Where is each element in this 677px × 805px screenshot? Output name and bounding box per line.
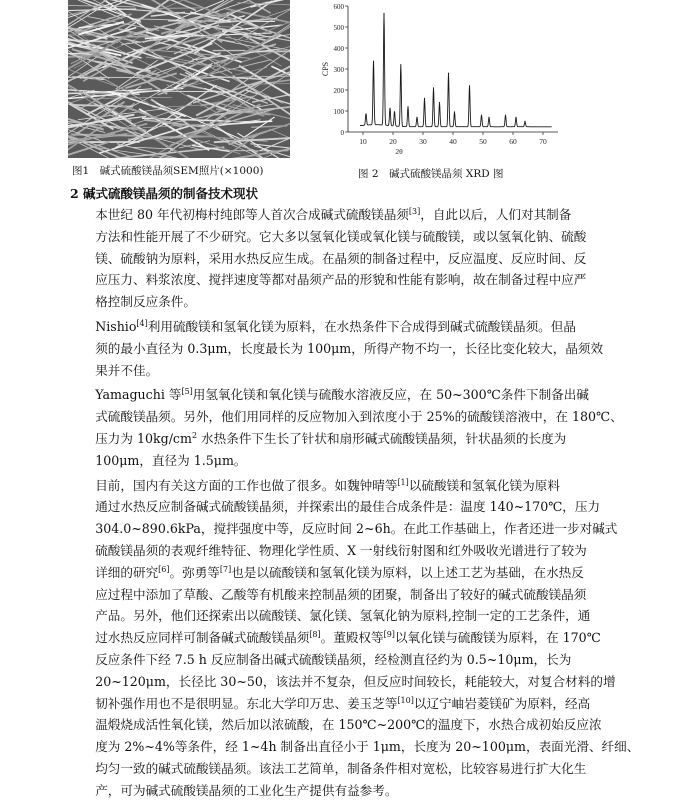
text-run: 格控制反应条件。 [95,294,196,309]
text-run: 以氧化镁与硫酸镁为原料，在 170℃ [395,630,601,645]
text-run: 韧补强作用也不是很明显。东北大学印万忠、姜玉芝等 [95,696,397,711]
y-axis-label: CPS [321,62,330,76]
x-tick-label: 70 [539,137,547,146]
text-run: 镁、硫酸钠为原料，采用水热反应生成。在晶须的制备过程中，反应温度、反应时间、反 [95,251,586,266]
y-tick-label: 400 [334,45,345,53]
text-run: 产品。另外，他们还探索出以硫酸镁、氯化镁、氢氧化钠为原料,控制一定的工艺条件，通 [95,608,590,623]
xrd-peak-point [505,115,506,116]
xrd-peak-point [400,64,401,65]
text-run: 目前，国内有关这方面的工作也做了很多。如魏钟晴等 [95,478,397,493]
text-line [70,406,618,428]
xrd-peak-point [407,106,408,107]
text-line [70,291,618,313]
text-run: 度为 2%~4%等条件，经 1~4h 制备出直径小于 1μm，长度为 20~100μm，表面光滑、纤细、 [95,739,639,754]
text-line [70,693,618,715]
xrd-peak-point [373,62,374,63]
x-tick-label: 50 [479,137,487,146]
citation-reference: [3] [409,207,420,216]
text-run: 详细的研究 [95,565,158,580]
x-tick-label: 40 [449,137,457,146]
text-run: 硫酸镁晶须的表观纤维特征、物理化学性质、X 一射线衍射图和红外吸收光谱进行了较为 [95,543,587,558]
x-tick-label: 10 [359,137,367,146]
text-line [70,714,618,736]
xrd-peak-point [524,121,525,122]
citation-reference: [10] [397,695,413,704]
text-line [70,338,618,360]
text-run: 通过水热反应制备碱式硫酸镁晶须，并探索出的最佳合成条件是：温度 140~170℃，压力 [95,499,600,514]
text-line [70,736,618,758]
text-line [70,360,618,382]
text-run: 方法和性能开展了不少研究。它大多以氢氧化镁或氧化镁与硫酸镁，或以氢氧化钠、硫酸 [95,229,586,244]
text-line [70,540,618,562]
y-tick-label: 100 [334,108,345,116]
text-line [70,204,618,226]
xrd-peak-point [488,117,489,118]
text-run: 果并不佳。 [95,363,158,378]
y-tick-label: 500 [334,24,345,32]
text-run: ，自此以后，人们对其制备 [420,207,571,222]
text-run: 。弥勇等 [170,565,220,580]
text-line [70,780,618,802]
text-run: 水热条件下生长了针状和扇形碱式硫酸镁晶须，针状晶须的长度为 [197,431,566,446]
text-line [70,627,618,649]
citation-reference: [7] [220,565,231,574]
text-run: Nishio [95,319,136,334]
text-run: 以辽宁岫岩菱镁矿为原料，经高 [414,696,590,711]
text-run: 过水热反应同样可制备碱式硫酸镁晶须 [95,630,309,645]
text-line [70,269,618,291]
figure-2-caption: 图 2 碱式硫酸镁晶须 XRD 图 [358,166,504,181]
figure-1-caption: 图1 碱式硫酸镁晶须SEM照片(×1000) [72,163,264,178]
text-line [70,316,618,338]
text-run: 也是以硫酸镁和氢氧化镁为原料，以上述工艺为基础，在水热反 [231,565,584,580]
text-line [70,671,618,693]
xrd-peak-point [416,117,417,118]
citation-reference: [8] [309,630,320,639]
xrd-peak-point [439,102,440,103]
xrd-peak-point [469,85,470,86]
text-line [70,226,618,248]
xrd-chart-figure [318,0,580,158]
text-line [70,649,618,671]
xrd-peak-point [424,98,425,99]
xrd-peak-point [389,108,390,109]
y-tick-label: 200 [334,87,345,95]
text-run: 100μm，直径为 1.5μm。 [95,453,246,468]
sem-micrograph-figure [68,0,290,158]
sem-micrograph-image [68,0,290,158]
text-run: 应压力、料浆浓度、搅拌速度等都对晶须产品的形貌和性能有影响，故在制备过程中应严 [95,272,586,287]
xrd-peak-point [394,111,395,112]
citation-reference: 2 [192,431,197,440]
citation-reference: [1] [397,477,408,486]
citation-reference: [4] [136,319,147,328]
text-run: 用氢氧化镁和氧化镁与硫酸水溶液反应，在 50~300℃条件下制备出碱 [193,387,589,402]
text-run: 本世纪 80 年代初梅村纯郎等人首次合成碱式硫酸镁晶须 [95,207,409,222]
text-line [70,428,618,450]
xrd-peak-point [515,117,516,118]
xrd-peak-point [383,14,384,15]
xrd-peak-point [454,111,455,112]
x-axis-label: 2θ [395,147,403,156]
paragraph [70,475,618,802]
citation-reference: [9] [384,630,395,639]
paragraph [70,316,618,381]
xrd-peak-point [433,87,434,88]
text-line [70,450,618,472]
text-run: 压力为 10kg/cm [95,431,192,446]
text-line [70,605,618,627]
xrd-pattern-line [360,13,552,127]
citation-reference: [5] [181,387,192,396]
section-heading: 2 碱式硫酸镁晶须的制备技术现状 [70,184,258,202]
text-run: 温煅烧成活性氧化镁，然后加以浓硫酸，在 150℃~200℃的温度下，水热合成初始反应浓 [95,717,601,732]
text-line [70,584,618,606]
text-run: 利用硫酸镁和氢氧化镁为原料，在水热条件下合成得到碱式硫酸镁晶须。但晶 [148,319,576,334]
text-run: 304.0~890.6kPa，搅拌强度中等，反应时间 2~6h。在此工作基础上，作者还进一步对碱式 [95,521,617,536]
paragraph [70,204,618,313]
text-run: 须的最小直径为 0.3μm，长度最长为 100μm，所得产物不均一，长径比变化较大，晶须效 [95,341,603,356]
x-tick-label: 20 [389,137,397,146]
text-line [70,518,618,540]
text-line [70,562,618,584]
y-tick-label: 600 [334,3,345,11]
paragraph [70,384,618,471]
text-line [70,475,618,497]
text-run: 产，可为碱式硫酸镁晶须的工业化生产提供有益参考。 [95,783,397,798]
y-tick-label: 0 [341,129,345,137]
text-run: 以硫酸镁和氢氧化镁为原料 [409,478,560,493]
text-run: 应过程中添加了草酸、乙酸等有机酸来控制晶须的团聚，制备出了较好的碱式硫酸镁晶须 [95,587,586,602]
text-line [70,248,618,270]
text-line [70,384,618,406]
text-line [70,496,618,518]
text-run: 反应条件下经 7.5 h 反应制备出碱式硫酸镁晶须，经检测直径约为 0.5~10μm，长为 [95,652,571,667]
body-text [70,204,618,805]
y-tick-label: 300 [334,66,345,74]
xrd-peak-point [448,73,449,74]
text-run: 。董殿权等 [321,630,384,645]
text-run: Yamaguchi 等 [95,387,181,402]
xrd-peak-point [481,115,482,116]
text-run: 均匀一致的碱式硫酸镁晶须。该法工艺简单，制备条件相对宽松，比较容易进行扩大化生 [95,761,586,776]
x-tick-label: 30 [419,137,427,146]
citation-reference: [6] [158,565,169,574]
xrd-peak-point [365,115,366,116]
text-run: 式硫酸镁晶须。另外，他们用同样的反应物加入到浓度小于 25%的硫酸镁溶液中，在 180℃、 [95,409,623,424]
x-tick-label: 60 [509,137,517,146]
xrd-chart [318,0,580,158]
whisker-needle [68,35,106,36]
text-line [70,758,618,780]
text-run: 20~120μm，长径比 30~50，该法并不复杂，但反应时间较长，耗能较大，对复合材料的增 [95,674,615,689]
